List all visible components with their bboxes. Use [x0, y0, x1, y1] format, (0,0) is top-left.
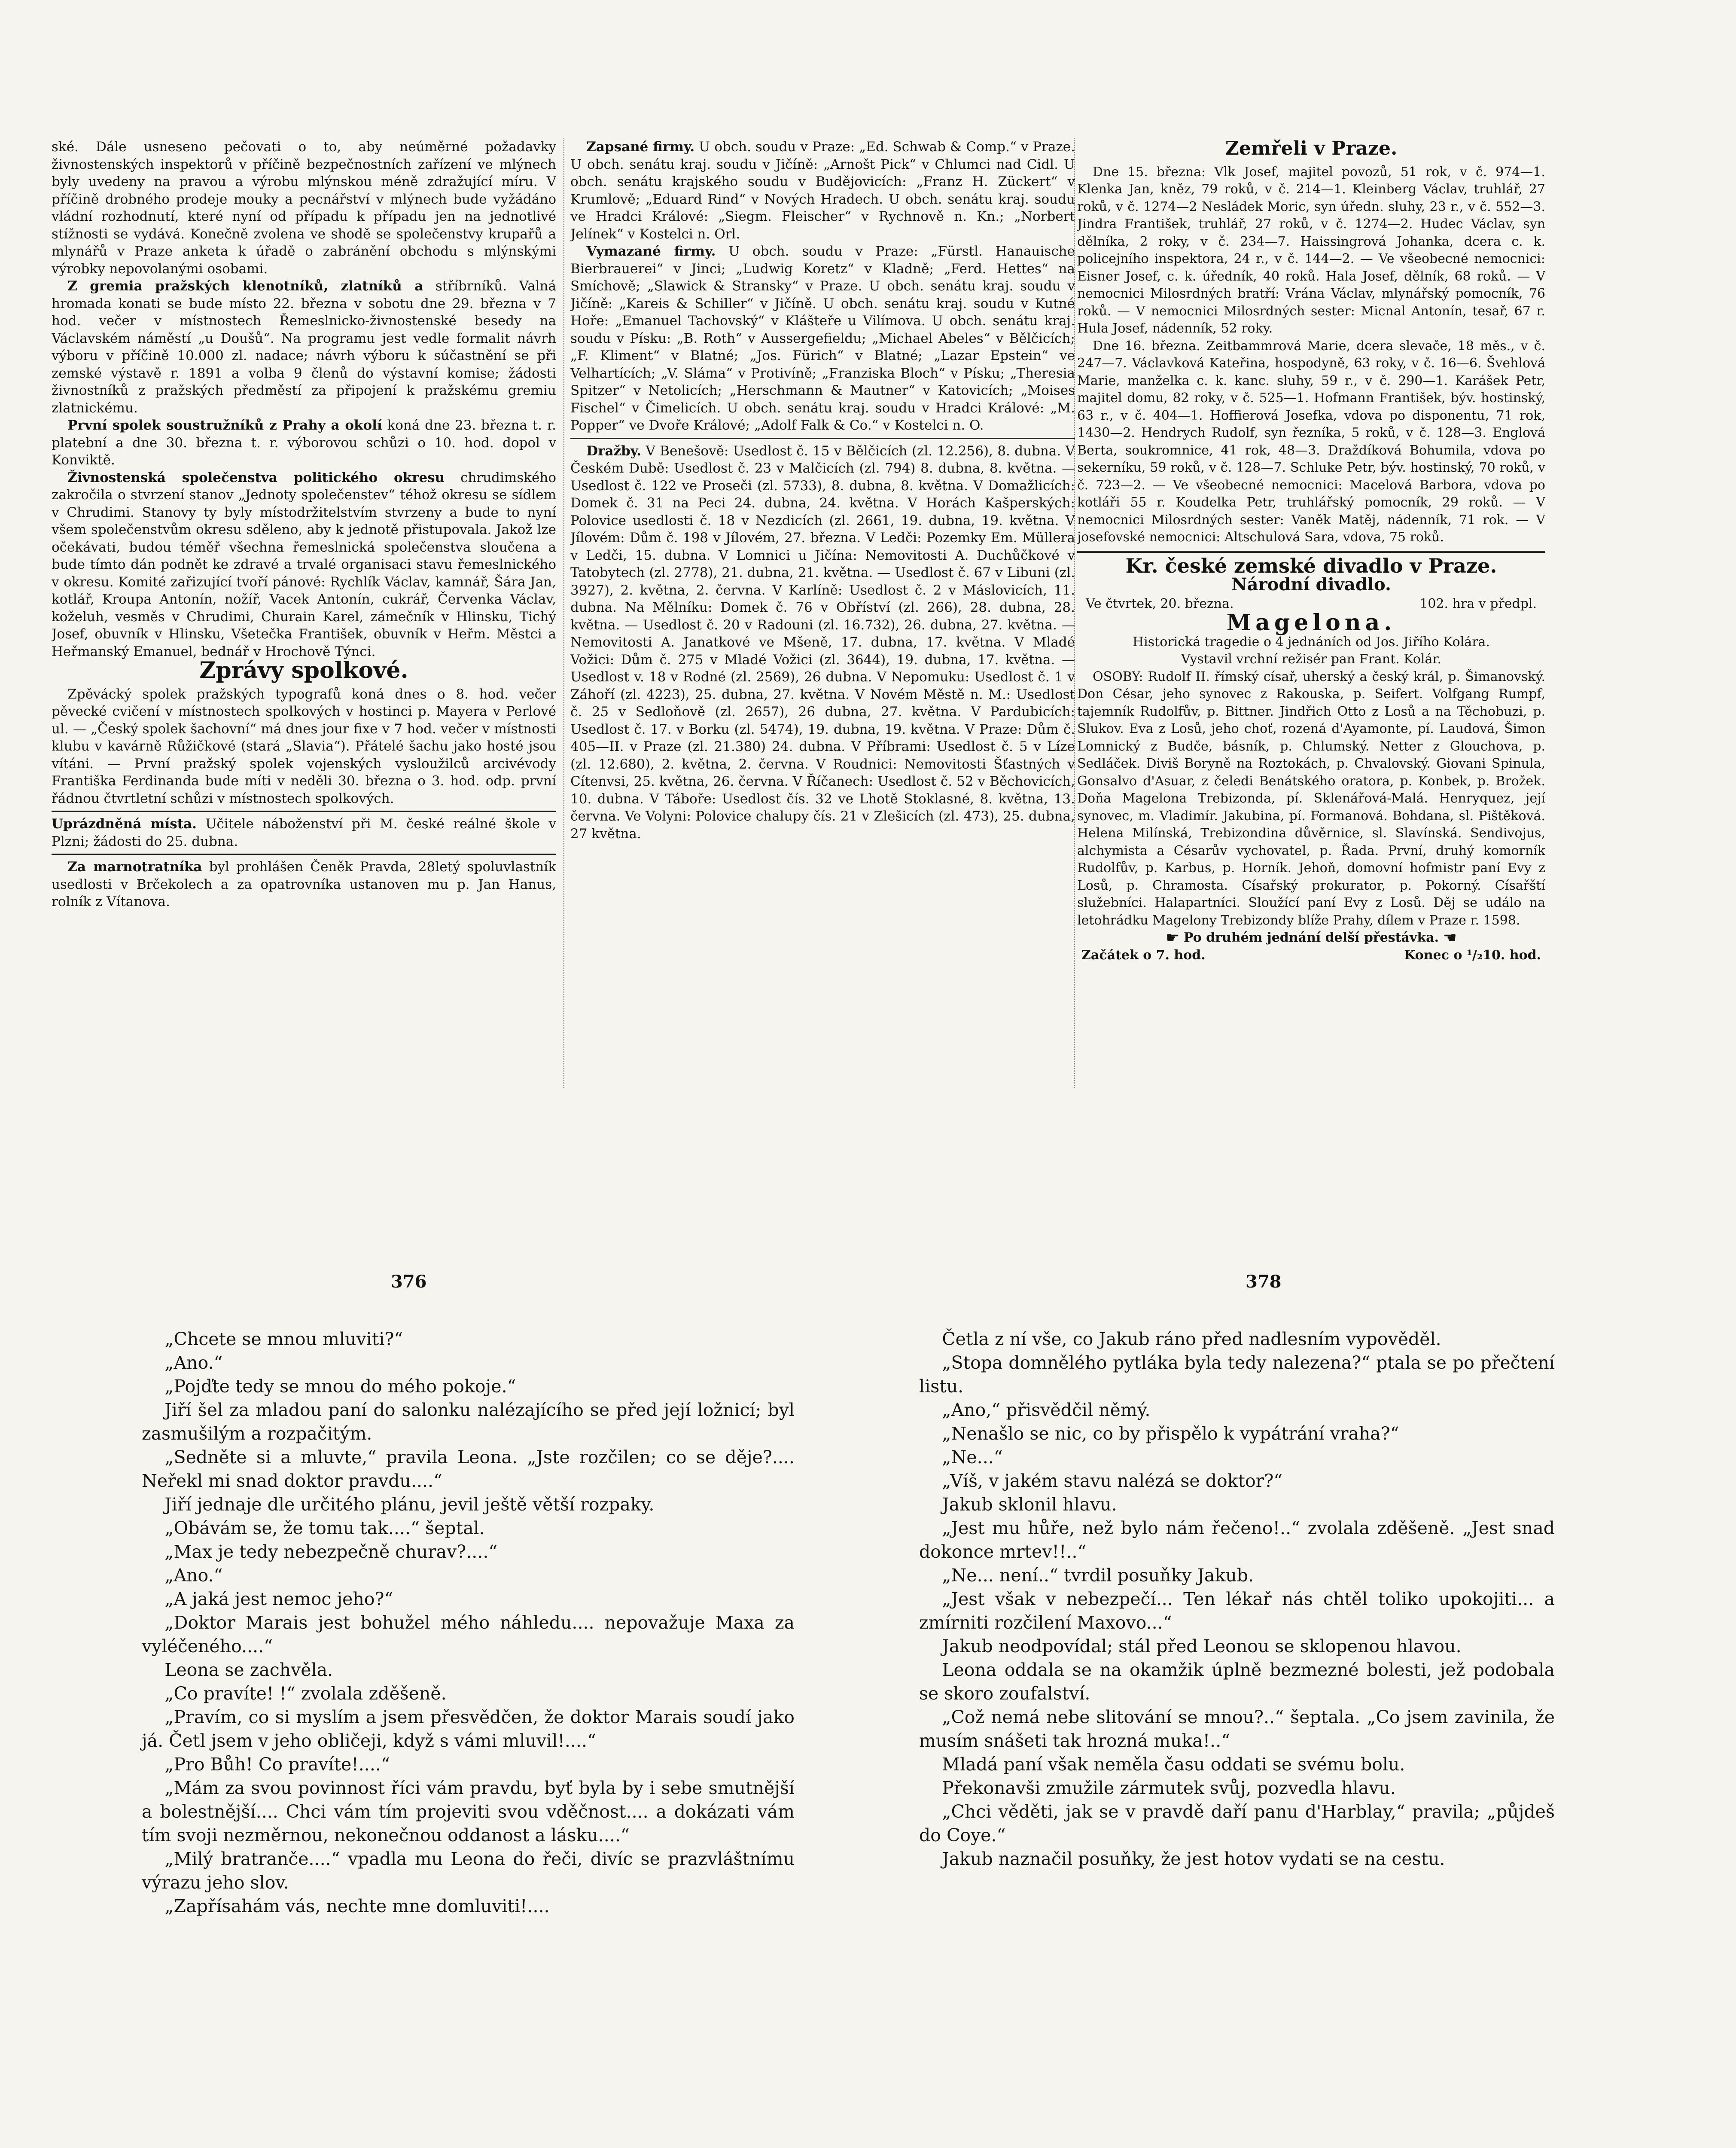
novel-paragraph: „A jaká jest nemoc jeho?“ — [164, 1589, 393, 1609]
novel-paragraph: „Ne... není..“ tvrdil posuňky Jakub. — [942, 1565, 1254, 1586]
novel-paragraph: Jakub neodpovídal; stál před Leonou se sklopenou hlavou. — [942, 1636, 1462, 1657]
article-turners-text: koná dne 23. března t. r. platební a dne 30. března t. r. výborovou schůzi o 10. hod. dopol v Konviktě. — [52, 418, 556, 468]
performance-date: Ve čtvrtek, 20. března. — [1086, 596, 1234, 611]
novel-paragraph: „Jest mu hůře, než bylo nám řečeno!..“ zvolala zděšeně. „Jest snad dokonce mrtev!!..“ — [919, 1518, 1555, 1562]
headline-vacancies: Uprázdněná místa. — [52, 816, 197, 832]
novel-paragraph: „Ano.“ — [164, 1352, 223, 1373]
column-divider — [1074, 138, 1075, 1088]
article-spendthrift-text: byl prohlášen Čeněk Pravda, 28letý spoluvlastník usedlosti v Brčekolech a za opatrovníka ustanoven mu p. Jan Hanus, rolník z Vítanova. — [52, 859, 556, 909]
divider — [52, 854, 556, 855]
novel-paragraph: „Pravím, co si myslím a jsem přesvědčen, že doktor Marais soudí jako já. Četl jsem v jeho obličeji, když s vámi mluvil!....“ — [142, 1707, 795, 1751]
column-divider — [563, 138, 564, 1088]
article-turners — [52, 417, 556, 469]
article-millers: ské. Dále usneseno pečovati o to, aby neúměrné požadavky živnostenských inspektorů v příčině bezpečnostních zařízení ve mlýnech byly uvedeny na pravou a výrobu mlýnskou méně zdražující míru. V příčině drobného prodeje mouky a pecnářství v mlýnech bude vyžádáno vládní rozhodnutí, které nyní od případu k případu jen na jednotlivé stížnosti se vydává. Konečně zvolena ve shodě se společenstvy krupařů a mlynářů v Praze anketa k úřadě o zabránění obchodu s mlýnskými výrobky nepovolanými osobami. — [52, 139, 556, 277]
novel-paragraph: „Ne...“ — [942, 1447, 1003, 1468]
novel-paragraph: „Což nemá nebe slitování se mnou?..“ šeptala. „Co jsem zavinila, že musím snášeti tak hrozná muka!..“ — [919, 1707, 1555, 1751]
novel-paragraph: Jiří šel za mladou paní do salonku nalézajícího se před její ložnicí; byl zasmušilým a rozpačitým. — [142, 1400, 795, 1444]
start-time: Začátek o 7. hod. — [1081, 948, 1206, 963]
news-column-middle — [570, 138, 1075, 1088]
novel-paragraph: „Obávám se, že tomu tak....“ šeptal. — [164, 1518, 485, 1538]
novel-paragraph: Četla z ní vše, co Jakub ráno před nadlesním vypověděl. — [942, 1329, 1441, 1349]
novel-paragraph: „Doktor Marais jest bohužel mého náhledu.... nepovažuje Maxa za vyléčeného....“ — [142, 1612, 795, 1657]
page-number-left: 376 — [391, 1272, 427, 1292]
headline-turners: První spolek soustružníků z Prahy a okolí — [67, 418, 382, 433]
novel-paragraph: „Stopa domnělého pytláka byla tedy nalezena?“ ptala se po přečtení listu. — [919, 1352, 1555, 1397]
deaths-march-16: Dne 16. března. Zeitbammrová Marie, dcera slevače, 18 měs., v č. 247—7. Václavková Kateřina, hospodyně, 63 roky, v č. 16—6. Švehlová Marie, manželka c. k. kanc. sluhy, 59 r., v č. 290—1. Karášek Petr, majitel domu, 82 roky, v č. 525—1. Hofmann František, býv. hostinský, 63 r., v č. 404—1. Hoffierová Josefka, vdova po disponentu, 71 rok, 1430—2. Hendrych Rudolf, syn řezníka, 5 roků, v č. 128—3. Englová Berta, soukromnice, 41 rok, 48—3. Draždíková Bohumila, vdova po sekerníku, 59 roků, v č. 128—7. Schluke Petr, býv. hostinský, 70 roků, v č. 723—2. — Ve všeobecné nemocnici: Macelová Barbora, vdova po kotláři 55 r. Koudelka Petr, truhlářský pomocník, 29 roků. — V nemocnici Milosrdných sester: Vaněk Matěj, nádenník, 71 rok. — V josefovské nemocnici: Altschulová Sara, vdova, 75 roků. — [1077, 338, 1545, 545]
article-registered-firms-text: U obch. soudu v Praze: „Ed. Schwab & Comp.“ v Praze. U obch. senátu kraj. soudu v Jičíně: „Arnošt Pick“ v Chlumci nad Cidl. U obch. senátu krajského soudu v Budějovicích: „Franz H. Zückert“ v Krumlově; „Eduard Rind“ v Nových Hradech. U obch. senátu kraj. soudu ve Hradci Králové: „Siegm. Fleischer“ v Rychnově n. Kn.; „Norbert Jelínek“ v Kostelci n. Orl. — [570, 139, 1075, 242]
page-number-right: 378 — [1246, 1272, 1282, 1292]
novel-paragraph: Jakub naznačil posuňky, že jest hotov vydati se na cestu. — [942, 1849, 1445, 1869]
novel-paragraph: „Co pravíte! !“ zvolala zděšeně. — [164, 1683, 447, 1704]
novel-paragraph: „Pojďte tedy se mnou do mého pokoje.“ — [164, 1376, 516, 1397]
play-subtitle: Historická tragedie o 4 jednáních od Jos. Jiřího Kolára. — [1133, 634, 1490, 650]
article-clubs: Zpěvácký spolek pražských typografů koná dnes o 8. hod. večer pěvecké cvičení v místnostech spolkových v hostinci p. Mayera v Perlové ul. — „Český spolek šachovní“ má dnes jour fixe v 7 hod. večer v místnosti klubu v kavárně Růžičkové (stará „Slavia“). Přátelé šachu jako hosté jsou vítáni. — První pražský spolek vojenských vysloužilců arcivévody Františka Ferdinanda bude míti v neděli 30. března o 3. hod. odp. první řádnou čtvrtletní schůzi v místnostech spolkových. — [52, 686, 556, 806]
headline-chrudim: Živnostenská společenstva politického okresu — [67, 470, 445, 485]
play-direction: Vystavil vrchní režisér pan Frant. Kolár. — [1181, 652, 1441, 667]
section-heading-clubs: Zprávy spolkové. — [199, 657, 408, 683]
deaths-march-15: Dne 15. března: Vlk Josef, majitel povozů, 51 rok, v č. 974—1. Klenka Jan, kněz, 79 roků, v č. 214—1. Kleinberg Václav, truhlář, 27 roků, v č. 1274—2 Nesládek Moric, syn úředn. sluhy, 23 r., v č. 552—3. Jindra František, truhlář, 27 roků, v č. 1274—2. Hudec Václav, syn dělníka, 2 roky, v č. 234—7. Haissingrová Johanka, dcera c. k. policejního inspektora, 24 r., v č. 144—2. — Ve všeobecné nemocnici: Eisner Josef, c. k. úředník, 40 roků. Hala Josef, dělník, 68 roků. — V nemocnici Milosrdných bratří: Vrána Václav, mlynářský pomocník, 76 roků. — V nemocnici Milosrdných sester: Micnal Antonín, tesař, 67 r. Hula Josef, nádenník, 52 roky. — [1077, 164, 1545, 336]
novel-paragraph: „Zapřísahám vás, nechte mne domluviti!.... — [164, 1896, 550, 1916]
intermission-note-row — [1077, 929, 1545, 947]
article-auctions — [570, 442, 1075, 843]
divider — [1077, 551, 1545, 553]
divider — [52, 811, 556, 812]
article-vacancies-text: Učitele náboženství při M. české reálné škole v Plzni; žádosti do 25. dubna. — [52, 816, 556, 849]
article-spendthrift — [52, 858, 556, 911]
novel-column-left — [142, 1327, 795, 1918]
theatre-heading: Kr. české zemské divadlo v Praze. — [1125, 554, 1497, 577]
show-times-row — [1077, 947, 1545, 964]
headline-auctions: Dražby. — [586, 443, 642, 459]
article-vacancies — [52, 815, 556, 850]
novel-paragraph: Leona oddala se na okamžik úplně bezmezné bolesti, jež podobala se skoro zoufalství. — [919, 1660, 1555, 1704]
novel-paragraph: „Ano.“ — [164, 1565, 223, 1586]
theatre-subheading: Národní divadlo. — [1231, 574, 1391, 595]
divider — [570, 438, 1075, 439]
novel-paragraph: Mladá paní však neměla času oddati se svému bolu. — [942, 1754, 1405, 1775]
headline-spendthrift: Za marnotratníka — [67, 859, 202, 875]
play-title: Magelona. — [1226, 610, 1396, 636]
novel-paragraph: „Chci věděti, jak se v pravdě daří panu d'Harblay,“ pravila; „půjdeš do Coye.“ — [919, 1801, 1555, 1846]
novel-paragraph: „Jest však v nebezpečí... Ten lékař nás chtěl toliko upokojiti... a zmírniti rozčilení Maxovo...“ — [919, 1589, 1555, 1633]
novel-paragraph: „Ano,“ přisvědčil němý. — [942, 1400, 1151, 1420]
novel-paragraph: „Nenašlo se nic, co by přispělo k vypátrání vraha?“ — [942, 1423, 1399, 1444]
heading-deaths: Zemřeli v Praze. — [1225, 138, 1398, 159]
pointing-hand-icon: ☚ — [1443, 929, 1457, 947]
article-goldsmiths-text: stříbrníků. Valná hromada konati se bude místo 22. března v sobotu dne 29. března v 7 hod. večer v místnostech Řemeslnicko-živnostenské besedy na Václavském náměstí „u Doušů“. Na programu jest vedle formalit návrh výboru v příčině 10.000 zl. nadace; návrh výboru k súčastnění se při zemské výstavě r. 1891 a volba 9 členů do výstavní komise; žádosti živnostníků z pražských předměstí za připojení k pražskému gremiu zlatnickému. — [52, 278, 556, 416]
play-cast: OSOBY: Rudolf II. římský císař, uherský a český král, p. Šimanovský. Don César, jeho synovec z Rakouska, p. Seifert. Volfgang Rumpf, tajemník Rudolfův, p. Bittner. Jindřich Otto z Losů a na Těchobuzi, p. Slukov. Eva z Losů, jeho choť, rozená d'Ayamonte, pí. Laudová, Šimon Lomnický z Budče, básník, p. Chlumský. Netter z Glouchova, p. Sedláček. Diviš Boryně na Roztokách, p. Chvalovský. Giovani Spinula, Gonsalvo d'Asuar, z čeledi Benátského oratora, p. Konbek, p. Brožek. Doňa Magelona Trebizonda, pí. Sklenářová-Malá. Henryquez, její synovec, m. Vladimír. Jakubina, pí. Formanová. Bohdana, sl. Pištěková. Helena Milínská, Trebizondina důvěrnice, sl. Slavínská. Sendivojus, alchymista a Césarův vychovatel, p. Řada. První, druhý komorník Rudolfův, p. Karbus, p. Horník. Jehoň, domovní hofmistr paní Evy z Losů, p. Chramosta. Císařský prokurator, p. Pokorný. Císařští služebníci. Halapartníci. Sloužící paní Evy z Losů. Děj se událo na letohrádku Magelony Trebizondy blíže Prahy, dílem v Praze r. 1598. — [1077, 669, 1545, 928]
novel-paragraph: Leona se zachvěla. — [164, 1660, 333, 1680]
headline-deleted-firms: Vymazané firmy. — [586, 244, 716, 259]
novel-paragraph: „Mám za svou povinnost říci vám pravdu, byť byla by i sebe smutnější a bolestnější.... Chci vám tím projeviti svou vděčnost.... a dokázati vám tím svoji nezměrnou, nekonečnou oddanost a lásku....“ — [142, 1778, 795, 1846]
intermission-note: Po druhém jednání delší přestávka. — [1183, 930, 1439, 945]
novel-paragraph: Jakub sklonil hlavu. — [942, 1494, 1117, 1515]
article-goldsmiths — [52, 278, 556, 417]
novel-paragraph: „Pro Bůh! Co pravíte!....“ — [164, 1754, 390, 1775]
article-deleted-firms-text: U obch. soudu v Praze: „Fürstl. Hanauische Bierbrauerei“ v Jinci; „Ludwig Koretz“ v Kladně; „Ferd. Hettes“ na Smíchově; „Slawick & Stransky“ v Praze. U obch. senátu kraj. soudu v Jičíně: „Kareis & Schiller“ v Jičíně. U obch. senátu kraj. soudu v Kutné Hoře: „Emanuel Tachovský“ v Klášteře u Vilímova. U obch. senátu kraj. soudu v Písku: „B. Roth“ v Aussergefieldu; „Michael Abeles“ v Bělčicích; „F. Kliment“ v Blatné; „Jos. Fürich“ v Blatné; „Lazar Epstein“ ve Velhartících; „V. Sláma“ v Protivíně; „Franziska Bloch“ v Písku; „Theresia Spitzer“ v Netolicích; „Herschmann & Mautner“ v Katovicích; „Moises Fischel“ v Čimelicích. U obch. senátu kraj. soudu v Hradci Králové: „M. Popper“ ve Dvoře Králové; „Adolf Falk & Co.“ v Kostelci n. O. — [570, 244, 1075, 433]
article-chrudim-text: chrudimského zakročila o stvrzení stanov „Jednoty společenstev“ téhož okresu se sídlem v Chrudimi. Stanovy ty byly místodržitelstvím stvrzeny a bude to nyní všem společenstvům okresu sděleno, aby k jednotě přistupovala. Jakož lze očekávati, budou téměř všechna řemeslnická společenstva sloučena a bude tímto dán podnět ke zdravé a trvalé organisaci stavu řemeslnického v okresu. Komité zařizující tvoří pánové: Rychlík Václav, kamnář, Šára Jan, kotlář, Kroupa Antonín, nožíř, Vacek Antonín, cukrář, Červenka Václav, koželuh, vesměs v Chrudimi, Churain Karel, zámečník v Hlinsku, Tichý Josef, obuvník v Hlinsku, Všetečka František, obuvník v Heřm. Městci a Heřmanský Emanuel, bednář v Hrochově Týnci. — [52, 470, 556, 659]
novel-paragraph: „Chcete se mnou mluviti?“ — [164, 1329, 403, 1349]
pointing-hand-icon: ☛ — [1166, 929, 1180, 947]
novel-paragraph: „Víš, v jakém stavu nalézá se doktor?“ — [942, 1471, 1283, 1491]
article-registered-firms — [570, 138, 1075, 243]
subscription-number: 102. hra v předpl. — [1419, 596, 1537, 611]
article-chrudim — [52, 469, 556, 661]
news-column-right — [1077, 138, 1545, 1088]
novel-paragraph: Překonavši zmužile zármutek svůj, pozvedla hlavu. — [942, 1778, 1396, 1798]
novel-paragraph: „Sedněte si a mluvte,“ pravila Leona. „Jste rozčilen; co se děje?.... Neřekl mi snad doktor pravdu....“ — [142, 1447, 795, 1491]
headline-registered-firms: Zapsané firmy. — [586, 139, 695, 155]
novel-column-right — [919, 1327, 1555, 1871]
novel-paragraph: Jiří jednaje dle určitého plánu, jevil ještě větší rozpaky. — [164, 1494, 655, 1515]
novel-paragraph: „Milý bratranče....“ vpadla mu Leona do řeči, divíc se prazvláštnímu výrazu jeho slov. — [142, 1849, 795, 1893]
headline-goldsmiths: Z gremia pražských klenotníků, zlatníků a — [67, 278, 423, 294]
news-column-left — [52, 138, 556, 1088]
article-deleted-firms — [570, 243, 1075, 434]
end-time: Konec o ¹/₂10. hod. — [1404, 948, 1541, 963]
article-auctions-text: V Benešově: Usedlost č. 15 v Bělčicích (zl. 12.256), 8. dubna. V Českém Dubě: Usedlost č. 23 v Malčicích (zl. 794) 8. dubna, 8. května. — Usedlost č. 122 ve Proseči (zl. 5733), 8. dubna, 8. května. V Domažlicích: Domek č. 31 na Peci 24. dubna, 24. května. V Horách Kašperských: Polovice usedlosti č. 18 v Nezdicích (zl. 2661, 19. dubna, 19. května. V Jílovém: Dům č. 198 v Jílovém, 27. března. V Ledči: Pozemky Em. Müllera v Ledči, 15. dubna. V Lomnici u Jičína: Nemovitosti A. Duchůčkové v Tatobytech (zl. 2778), 21. dubna, 21. května. — Usedlost č. 67 v Libuni (zl. 3927), 2. května, 2. června. V Karlíně: Usedlost č. 2 v Máslovicích, 11. dubna. Na Mělníku: Domek č. 76 v Obříství (zl. 266), 28. dubna, 28. května. — Usedlost č. 20 v Radouni (zl. 16.732), 26. dubna, 27. května. — Nemovitosti A. Janatkové ve Mšeně, 17. dubna, 17. května. V Mladé Vožici: Dům č. 275 v Mladé Vožici (zl. 3644), 19. dubna, 17. května. — Usedlost v. 18 v Rodné (zl. 2569), 26 dubna. V Nepomuku: Usedlost č. 1 v Záhoří (zl. 4223), 25. dubna, 27. května. V Novém Městě n. M.: Usedlost č. 25 v Sedloňově (zl. 2657), 26 dubna, 27. května. V Pardubicích: Usedlost č. 17. v Borku (zl. 5474), 19. dubna, 19. května. V Praze: Dům č. 405—II. v Praze (zl. 21.380) 24. dubna. V Příbrami: Usedlost č. 5 v Líze (zl. 12.680), 2. května, 2. června. V Roudnici: Nemovitosti Šťastných v Cítenvsi, 25. května, 26. června. V Říčanech: Usedlost č. 52 v Běchovicích, 10. dubna. V Táboře: Usedlost čís. 32 ve Lhotě Stoklasné, 8. května, 13. června. Ve Volyni: Polovice chalupy čís. 21 v Zlešicích (zl. 473), 25. dubna, 27 května. — [570, 443, 1075, 842]
novel-paragraph: „Max je tedy nebezpečně churav?....“ — [164, 1541, 498, 1562]
